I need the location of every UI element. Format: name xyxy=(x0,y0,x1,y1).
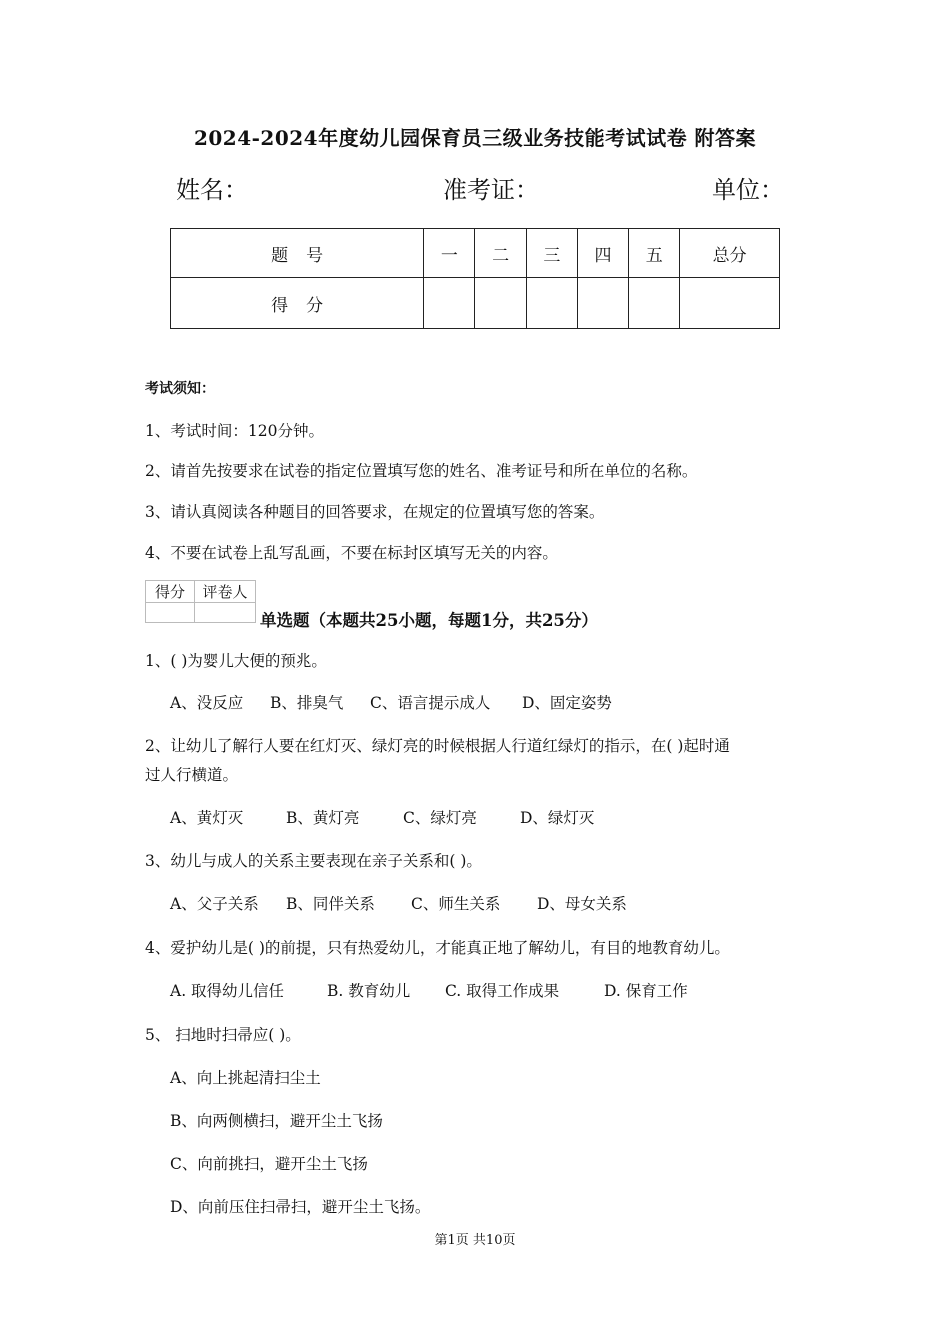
page-title: 2024-2024年度幼儿园保育员三级业务技能考试试卷 附答案 xyxy=(193,126,757,150)
grader-table xyxy=(145,580,256,623)
column-header: 一 xyxy=(424,229,475,278)
option: D、母女关系 xyxy=(537,895,627,913)
column-header: 五 xyxy=(629,229,680,278)
question-stem: 2、让幼儿了解行人要在红灯灭、绿灯亮的时候根据人行道红绿灯的指示，在( )起时通 xyxy=(145,737,730,755)
question-stem: 5、 扫地时扫帚应( )。 xyxy=(145,1026,301,1044)
notice-item: 2、请首先按要求在试卷的指定位置填写您的姓名、准考证号和所在单位的名称。 xyxy=(145,462,698,480)
grader-name-cell[interactable] xyxy=(195,603,256,623)
score-cell[interactable] xyxy=(526,278,577,329)
notice-item: 3、请认真阅读各种题目的回答要求，在规定的位置填写您的答案。 xyxy=(145,503,605,521)
option: D. 保育工作 xyxy=(604,982,688,1000)
option: C、绿灯亮 xyxy=(403,809,477,827)
option: A、父子关系 xyxy=(170,895,259,913)
option: B. 教育幼儿 xyxy=(327,982,411,1000)
question-options xyxy=(170,979,710,1001)
grader-name-label: 评卷人 xyxy=(195,581,256,603)
column-header: 四 xyxy=(577,229,628,278)
option: B、黄灯亮 xyxy=(286,809,360,827)
option: D、固定姿势 xyxy=(522,694,612,712)
score-cell[interactable] xyxy=(424,278,475,329)
question-options xyxy=(170,806,630,828)
score-cell[interactable] xyxy=(577,278,628,329)
question-stem: 4、爱护幼儿是( )的前提，只有热爱幼儿，才能真正地了解幼儿，有目的地教育幼儿。 xyxy=(145,939,730,957)
question-options xyxy=(170,892,650,914)
candidate-info-row xyxy=(176,170,786,202)
option: C、语言提示成人 xyxy=(370,694,491,712)
section-heading: 单选题（本题共25小题，每题1分，共25分） xyxy=(260,611,598,630)
question-stem-continued: 过人行横道。 xyxy=(145,766,239,784)
grader-score-cell[interactable] xyxy=(146,603,195,623)
option: D、绿灯灭 xyxy=(520,809,595,827)
notice-item: 1、考试时间：120分钟。 xyxy=(145,422,324,440)
score-table xyxy=(170,228,780,329)
option: D、向前压住扫帚扫，避开尘土飞扬。 xyxy=(170,1198,431,1216)
score-label: 得分 xyxy=(171,278,424,329)
page-footer: 第1页 共10页 xyxy=(434,1233,516,1248)
option: A、没反应 xyxy=(170,694,244,712)
unit-label: 单位： xyxy=(712,176,784,204)
exam-id-label: 准考证： xyxy=(443,176,539,204)
question-options xyxy=(170,691,630,713)
grader-score-label: 得分 xyxy=(146,581,195,603)
option: B、同伴关系 xyxy=(286,895,375,913)
option: A、向上挑起清扫尘土 xyxy=(170,1069,321,1087)
score-cell[interactable] xyxy=(680,278,780,329)
score-table-header-row xyxy=(171,229,780,278)
column-header: 总分 xyxy=(680,229,780,278)
option: C、向前挑扫，避开尘土飞扬 xyxy=(170,1155,368,1173)
notice-item: 4、不要在试卷上乱写乱画，不要在标封区填写无关的内容。 xyxy=(145,544,558,562)
question-stem: 3、幼儿与成人的关系主要表现在亲子关系和( )。 xyxy=(145,852,482,870)
option: A、黄灯灭 xyxy=(170,809,244,827)
question-stem: 1、( )为婴儿大便的预兆。 xyxy=(145,652,327,670)
option: C、师生关系 xyxy=(411,895,501,913)
option: B、排臭气 xyxy=(270,694,344,712)
score-cell[interactable] xyxy=(629,278,680,329)
question-number-label: 题号 xyxy=(171,229,424,278)
column-header: 三 xyxy=(526,229,577,278)
option: C. 取得工作成果 xyxy=(445,982,560,1000)
name-label: 姓名： xyxy=(176,176,248,204)
option: A. 取得幼儿信任 xyxy=(170,982,285,1000)
column-header: 二 xyxy=(475,229,526,278)
notice-title: 考试须知： xyxy=(145,381,215,397)
score-cell[interactable] xyxy=(475,278,526,329)
score-table-score-row xyxy=(171,278,780,329)
option: B、向两侧横扫，避开尘土飞扬 xyxy=(170,1112,383,1130)
